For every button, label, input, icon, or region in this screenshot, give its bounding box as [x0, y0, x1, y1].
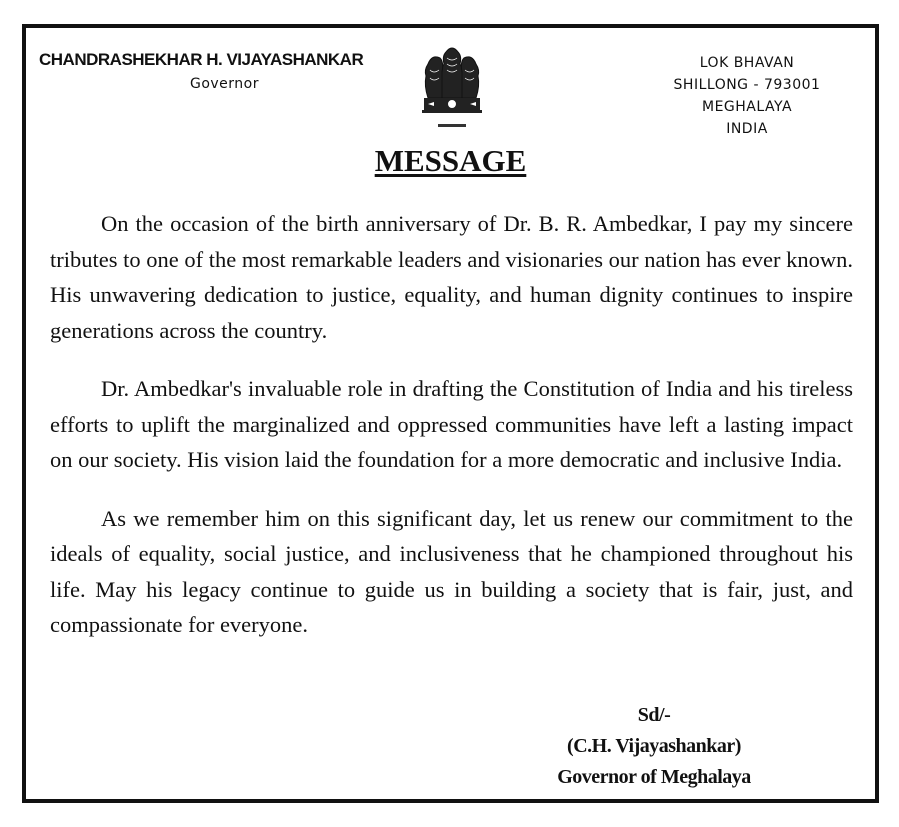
governor-designation: Governor — [189, 76, 260, 92]
message-paragraph: Dr. Ambedkar's invaluable role in drafting the Constitution of India and his tireless efforts to uplift the marginalized and oppressed communities have left a lasting impact on our society. His vision laid the foundation for a more democratic and inclusive India. — [50, 376, 853, 472]
page-title: MESSAGE — [374, 143, 527, 178]
address-line: MEGHALAYA — [701, 99, 793, 115]
address-line: INDIA — [726, 121, 768, 137]
message-body — [50, 206, 853, 666]
address-line: LOK BHAVAN — [699, 55, 795, 71]
address-line: SHILLONG - 793001 — [673, 77, 821, 93]
signatory-name: (C.H. Vijayashankar) — [567, 735, 741, 757]
address-block — [647, 52, 847, 140]
signatory-title: Governor of Meghalaya — [557, 766, 751, 788]
signature-sd: Sd/- — [637, 704, 671, 726]
signature-block — [532, 700, 776, 793]
message-border-frame — [22, 24, 879, 803]
state-emblem-icon — [420, 42, 484, 136]
message-paragraph: As we remember him on this significant day, let us renew our commitment to the ideals of equality, social justice, and inclusiveness that he championed throughout his life. May his legacy continue to guide us in building a society that is fair, just, and compassionate for everyone. — [50, 505, 853, 637]
governor-name: CHANDRASHEKHAR H. VIJAYASHANKAR — [39, 50, 364, 69]
message-paragraph: On the occasion of the birth anniversary of Dr. B. R. Ambedkar, I pay my sincere tributes to one of the most remarkable leaders and visionaries our nation has ever known. His unwavering dedication to justice, equality, and human dignity continues to inspire generations across the country. — [50, 211, 853, 343]
